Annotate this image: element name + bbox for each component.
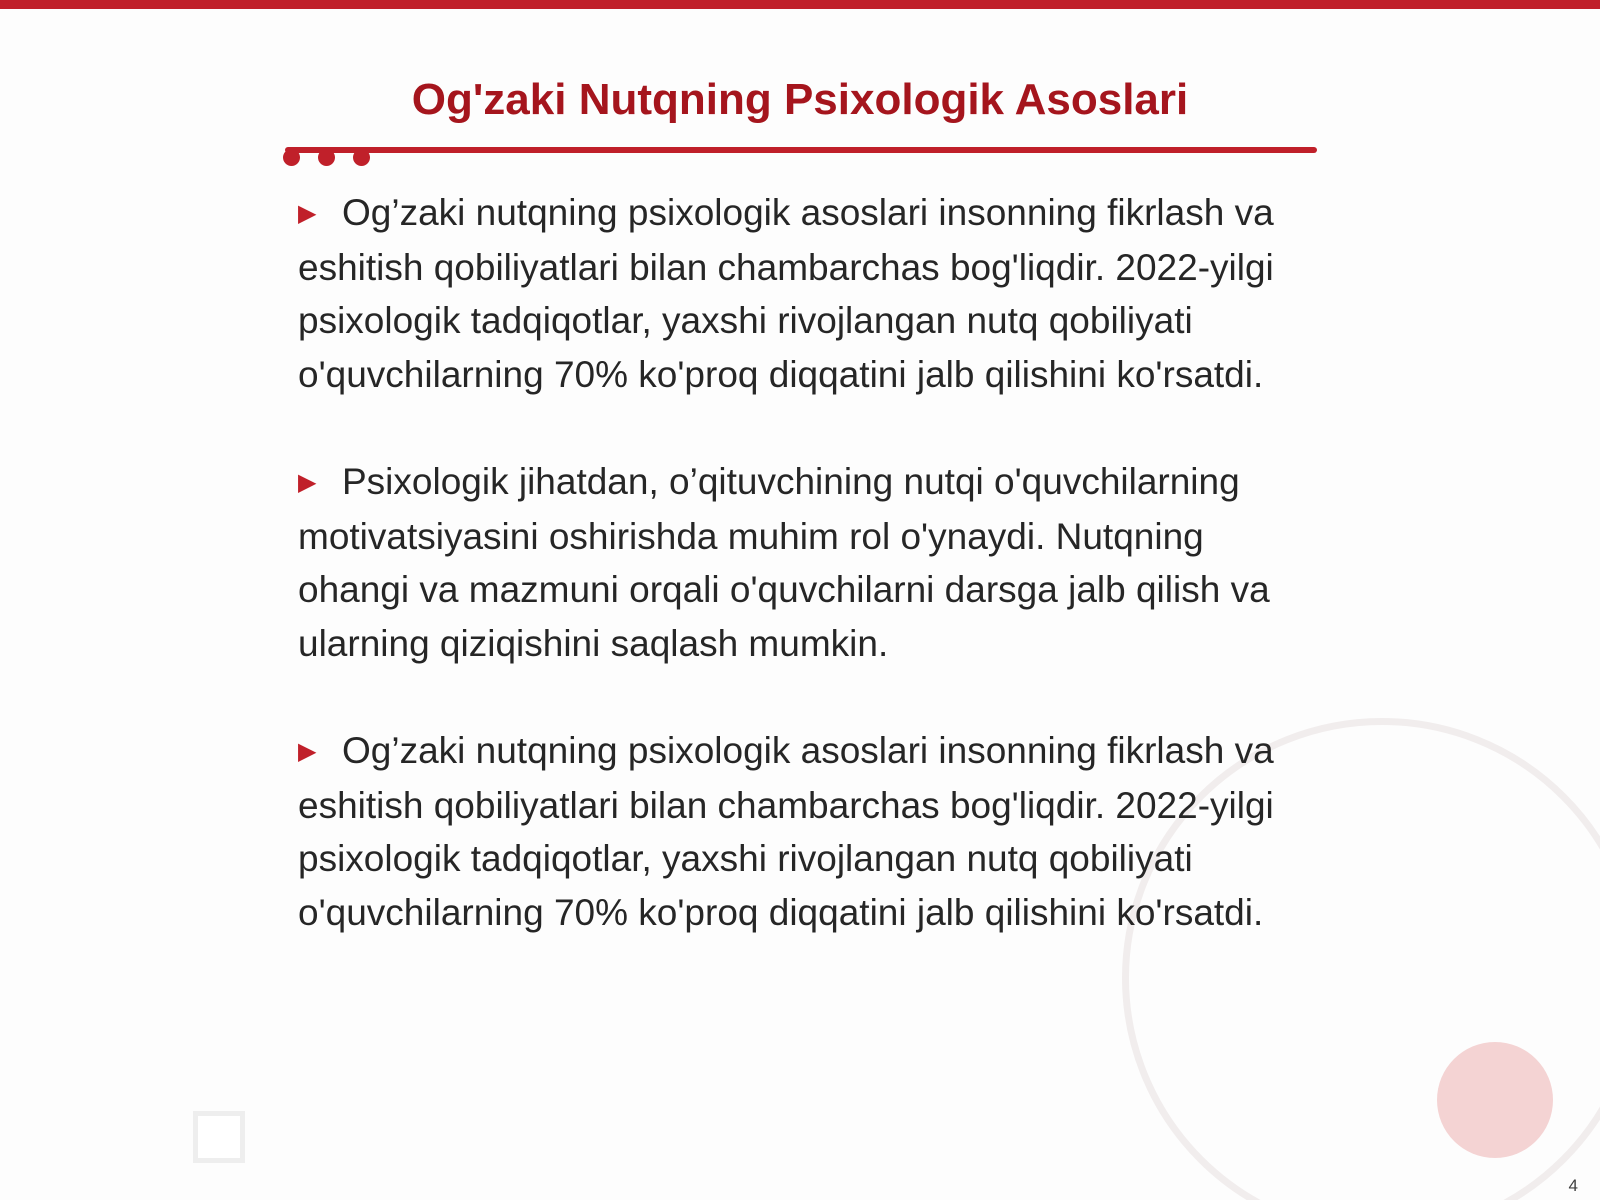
decorative-circle xyxy=(1437,1042,1553,1158)
triangle-bullet-icon: ▶ xyxy=(298,738,317,765)
triangle-bullet-icon: ▶ xyxy=(298,469,317,496)
bullet-item xyxy=(298,455,1308,670)
bullet-list xyxy=(298,186,1308,993)
title-underline xyxy=(285,147,1317,153)
underline-dot xyxy=(318,149,335,166)
underline-dot xyxy=(283,149,300,166)
underline-dot xyxy=(353,149,370,166)
bullet-text: Psixologik jihatdan, o’qituvchining nutqi o'quvchilarning motivatsiyasini oshirishda muhim rol o'ynaydi. Nutqning ohangi va mazmuni orqali o'quvchilarni darsga jalb qilish va ularning qiziqishini saqlash mumkin. xyxy=(298,461,1270,664)
top-accent-bar xyxy=(0,0,1600,9)
triangle-bullet-icon: ▶ xyxy=(298,200,317,227)
page-number: 4 xyxy=(1568,1176,1578,1195)
bullet-item xyxy=(298,186,1308,401)
bullet-item xyxy=(298,724,1308,939)
bullet-text: Og’zaki nutqning psixologik asoslari insonning fikrlash va eshitish qobiliyatlari bilan chambarchas bog'liqdir. 2022-yilgi psixologik tadqiqotlar, yaxshi rivojlangan nutq qobiliyati o'quvchilarning 70% ko'proq diqqatini jalb qilishini ko'rsatdi. xyxy=(298,192,1274,395)
slide-title: Og'zaki Nutqning Psixologik Asoslari xyxy=(411,75,1189,124)
bullet-text: Og’zaki nutqning psixologik asoslari insonning fikrlash va eshitish qobiliyatlari bilan chambarchas bog'liqdir. 2022-yilgi psixologik tadqiqotlar, yaxshi rivojlangan nutq qobiliyati o'quvchilarning 70% ko'proq diqqatini jalb qilishini ko'rsatdi. xyxy=(298,730,1274,933)
decorative-square xyxy=(193,1111,245,1163)
